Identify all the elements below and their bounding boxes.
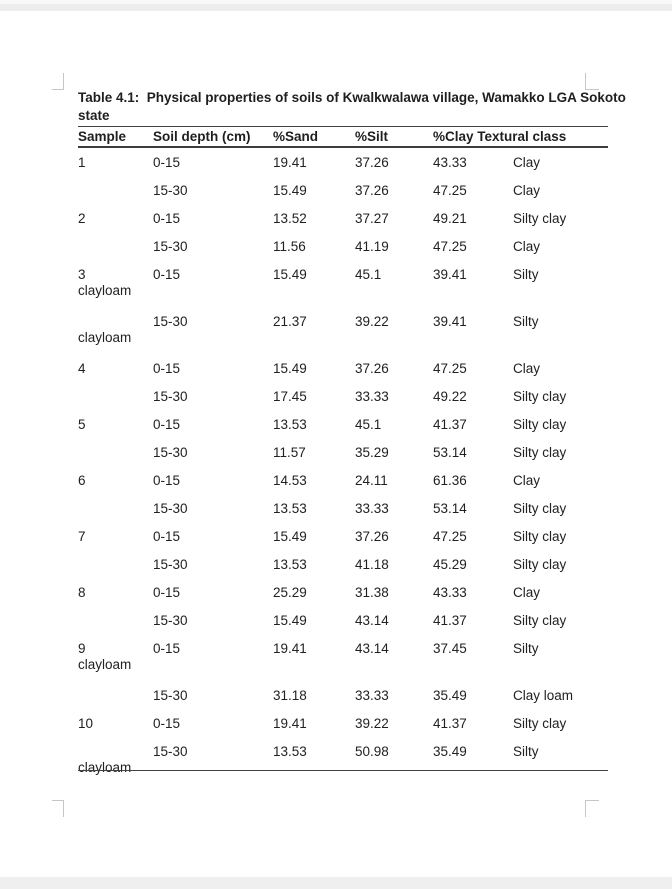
cell-clay: 39.41	[433, 314, 467, 329]
cell-silt: 50.98	[355, 744, 389, 759]
cell-silt: 45.1	[355, 417, 382, 432]
cell-silt: 43.14	[355, 613, 389, 628]
cell-clay: 39.41	[433, 267, 467, 282]
table-row	[78, 314, 608, 361]
cell-silt: 31.38	[355, 585, 389, 600]
page-boundary-band-bottom	[0, 877, 672, 889]
wrapped-texture-text: clayloam	[78, 283, 132, 298]
cell-silt: 37.26	[355, 155, 389, 170]
cell-silt: 37.26	[355, 361, 389, 376]
cell-sample: 4	[78, 361, 86, 376]
cell-depth: 15-30	[153, 389, 188, 404]
cell-sand: 13.52	[273, 211, 307, 226]
table-row	[78, 716, 608, 744]
header-sand: %Sand	[273, 129, 319, 144]
cell-texture: Silty clay	[513, 716, 567, 731]
cell-texture: Silty	[513, 267, 539, 282]
cell-clay: 41.37	[433, 716, 467, 731]
table-row	[78, 501, 608, 529]
cell-clay: 45.29	[433, 557, 467, 572]
table-row	[78, 529, 608, 557]
cell-sand: 25.29	[273, 585, 307, 600]
cell-clay: 35.49	[433, 744, 467, 759]
cell-clay: 47.25	[433, 183, 467, 198]
cell-depth: 0-15	[153, 267, 181, 282]
cell-sand: 13.53	[273, 417, 307, 432]
cell-sand: 31.18	[273, 688, 307, 703]
cell-texture: Silty clay	[513, 501, 567, 516]
cell-silt: 39.22	[355, 716, 389, 731]
cell-texture: Silty clay	[513, 445, 567, 460]
cell-sand: 15.49	[273, 183, 307, 198]
table-row	[78, 688, 608, 716]
cell-sample: 2	[78, 211, 86, 226]
cell-sample: 6	[78, 473, 86, 488]
cell-sample	[78, 183, 153, 211]
cell-silt: 37.27	[355, 211, 389, 226]
cell-sample: 10	[78, 716, 94, 731]
table-row	[78, 389, 608, 417]
margin-corner-top-right	[585, 73, 599, 90]
cell-texture: Silty clay	[513, 613, 567, 628]
cell-sand: 19.41	[273, 641, 307, 656]
cell-texture: Silty clay	[513, 529, 567, 544]
cell-sample: 7	[78, 529, 86, 544]
cell-depth: 0-15	[153, 585, 181, 600]
table-row	[78, 557, 608, 585]
cell-depth: 0-15	[153, 641, 181, 656]
cell-depth: 15-30	[153, 183, 188, 198]
cell-silt: 33.33	[355, 688, 389, 703]
table-row	[78, 211, 608, 239]
cell-clay: 49.21	[433, 211, 467, 226]
cell-silt: 45.1	[355, 267, 382, 282]
table-row	[78, 585, 608, 613]
table-row	[78, 417, 608, 445]
table-row	[78, 641, 608, 688]
cell-depth: 0-15	[153, 361, 181, 376]
cell-sample	[78, 445, 153, 473]
wrapped-texture-text: clayloam	[78, 657, 132, 672]
wrapped-texture-text: clayloam	[78, 760, 132, 775]
cell-sand: 13.53	[273, 557, 307, 572]
cell-sand: 15.49	[273, 529, 307, 544]
cell-depth: 15-30	[153, 314, 188, 329]
cell-depth: 15-30	[153, 501, 188, 516]
cell-depth: 0-15	[153, 155, 181, 170]
cell-clay: 37.45	[433, 641, 467, 656]
table-row	[78, 744, 608, 791]
cell-sample: 5	[78, 417, 86, 432]
cell-sample	[78, 501, 153, 529]
cell-sand: 13.53	[273, 744, 307, 759]
cell-clay: 53.14	[433, 501, 467, 516]
cell-silt: 33.33	[355, 501, 389, 516]
cell-silt: 33.33	[355, 389, 389, 404]
cell-sample: 8	[78, 585, 86, 600]
table-row	[78, 183, 608, 211]
cell-depth: 15-30	[153, 445, 188, 460]
cell-depth: 15-30	[153, 613, 188, 628]
header-clay-textural-class: %Clay Textural class	[433, 129, 567, 144]
cell-sample	[78, 613, 153, 641]
header-silt: %Silt	[355, 129, 389, 144]
cell-silt: 41.19	[355, 239, 389, 254]
cell-depth: 0-15	[153, 716, 181, 731]
margin-corner-bottom-right	[585, 800, 599, 817]
cell-sand: 15.49	[273, 613, 307, 628]
margin-corner-top-left	[52, 73, 64, 90]
cell-clay: 49.22	[433, 389, 467, 404]
header-soil-depth: Soil depth (cm)	[153, 129, 251, 144]
table-row	[78, 267, 608, 314]
cell-sand: 11.57	[273, 445, 306, 460]
cell-silt: 43.14	[355, 641, 389, 656]
cell-texture: Silty clay	[513, 557, 567, 572]
cell-sample	[78, 239, 153, 267]
cell-texture: Silty clay	[513, 211, 567, 226]
cell-texture: Silty	[513, 744, 539, 759]
table-row	[78, 239, 608, 267]
cell-depth: 15-30	[153, 557, 188, 572]
cell-sample	[78, 688, 153, 716]
cell-sand: 17.45	[273, 389, 307, 404]
cell-sand: 19.41	[273, 155, 307, 170]
cell-silt: 24.11	[355, 473, 388, 488]
cell-clay: 47.25	[433, 529, 467, 544]
cell-texture: Silty clay	[513, 417, 567, 432]
page-boundary-band-top	[0, 4, 672, 11]
wrapped-texture-text: clayloam	[78, 330, 132, 345]
cell-depth: 0-15	[153, 211, 181, 226]
table-bottom-rule	[78, 770, 608, 771]
table-row	[78, 445, 608, 473]
table-row	[78, 473, 608, 501]
cell-clay: 61.36	[433, 473, 467, 488]
cell-sample	[78, 557, 153, 585]
cell-texture: Clay	[513, 183, 541, 198]
table-caption	[78, 89, 626, 125]
cell-clay: 43.33	[433, 155, 467, 170]
cell-texture: Clay	[513, 155, 541, 170]
cell-clay: 35.49	[433, 688, 467, 703]
cell-sample: 1	[78, 155, 86, 170]
cell-sand: 15.49	[273, 267, 307, 282]
table-header-row	[78, 127, 608, 145]
table-caption-line-1: Table 4.1: Physical properties of soils of Kwalkwalawa village, Wamakko LGA Sokoto	[78, 90, 626, 105]
cell-depth: 15-30	[153, 239, 188, 254]
cell-sand: 15.49	[273, 361, 307, 376]
cell-sand: 13.53	[273, 501, 307, 516]
table-rows	[78, 148, 608, 791]
cell-depth: 0-15	[153, 417, 181, 432]
cell-silt: 39.22	[355, 314, 389, 329]
cell-texture: Clay	[513, 585, 541, 600]
cell-sample	[78, 389, 153, 417]
cell-texture: Clay	[513, 239, 541, 254]
cell-silt: 37.26	[355, 183, 389, 198]
cell-silt: 37.26	[355, 529, 389, 544]
cell-depth: 15-30	[153, 688, 188, 703]
table-caption-line-2: state	[78, 108, 110, 123]
soil-properties-table	[78, 126, 608, 791]
cell-texture: Silty	[513, 641, 539, 656]
cell-clay: 41.37	[433, 613, 467, 628]
table-row	[78, 155, 608, 183]
cell-texture: Clay	[513, 361, 541, 376]
cell-depth: 15-30	[153, 744, 188, 759]
cell-sample: 3	[78, 267, 86, 282]
cell-silt: 41.18	[355, 557, 389, 572]
cell-sand: 14.53	[273, 473, 307, 488]
cell-texture: Clay loam	[513, 688, 574, 703]
cell-clay: 47.25	[433, 361, 467, 376]
margin-corner-bottom-left	[52, 800, 64, 817]
cell-clay: 53.14	[433, 445, 467, 460]
cell-clay: 47.25	[433, 239, 467, 254]
cell-sand: 21.37	[273, 314, 307, 329]
header-sample: Sample	[78, 129, 127, 144]
cell-texture: Silty	[513, 314, 539, 329]
cell-silt: 35.29	[355, 445, 389, 460]
cell-sand: 11.56	[273, 239, 306, 254]
cell-clay: 43.33	[433, 585, 467, 600]
cell-sample: 9	[78, 641, 86, 656]
cell-sand: 19.41	[273, 716, 307, 731]
table-row	[78, 361, 608, 389]
cell-depth: 0-15	[153, 473, 181, 488]
cell-clay: 41.37	[433, 417, 467, 432]
table-row	[78, 613, 608, 641]
cell-depth: 0-15	[153, 529, 181, 544]
cell-texture: Clay	[513, 473, 541, 488]
cell-texture: Silty clay	[513, 389, 567, 404]
